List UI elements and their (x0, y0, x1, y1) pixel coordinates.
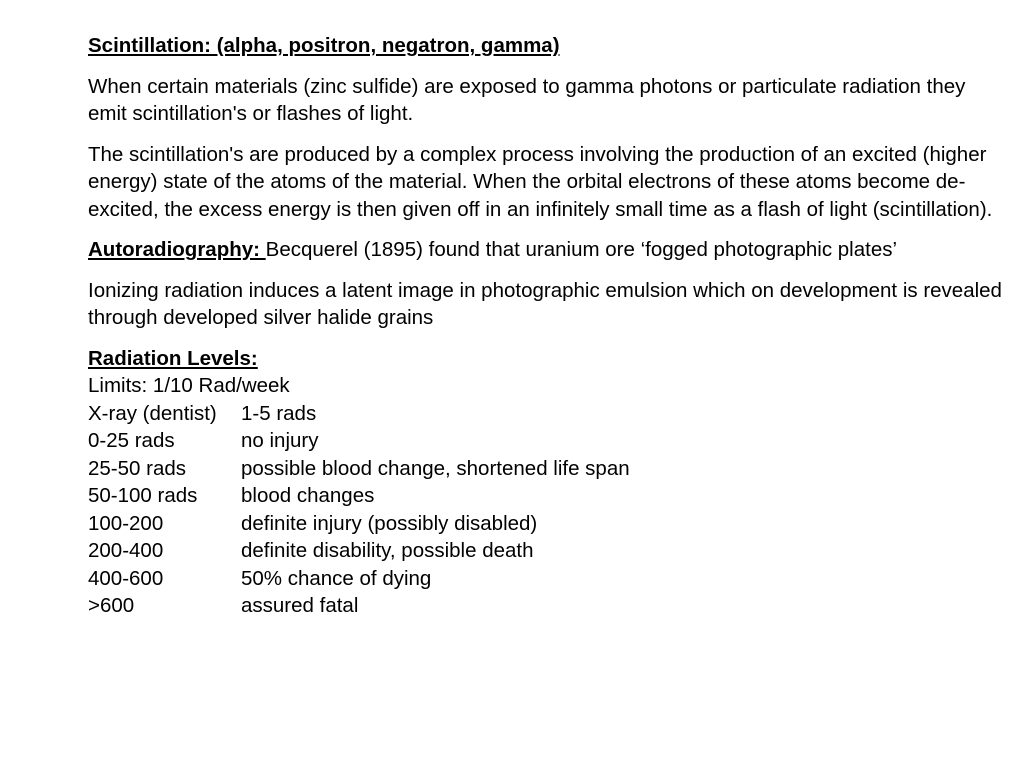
dose-effect: blood changes (241, 484, 375, 507)
dose-value: 25-50 rads (88, 456, 187, 480)
radiation-level-row (88, 427, 1008, 455)
radiation-level-row (88, 565, 1008, 593)
dose-effect: assured fatal (241, 594, 359, 617)
dose-value: 100-200 (88, 511, 164, 535)
dose-value: 0-25 rads (88, 429, 175, 452)
dose-effect: no injury (241, 429, 319, 452)
radiation-level-row (88, 482, 1008, 510)
autoradiography-text: Becquerel (1895) found that uranium ore ‘fogged photographic plates’ (265, 238, 898, 261)
dose-effect: 1-5 rads (241, 401, 317, 425)
radiation-levels-heading: Radiation Levels: (88, 346, 258, 370)
ionizing-radiation-paragraph: Ionizing radiation induces a latent image in photographic emulsion which on development is revealed through developed silver halide grains (88, 278, 1002, 329)
scintillation-section (88, 32, 1008, 60)
radiation-level-row (88, 592, 1008, 620)
radiation-level-row (88, 510, 1008, 538)
radiation-levels-section (88, 345, 1008, 620)
scintillation-paragraph-2: The scintillation's are produced by a complex process involving the production of an excited (higher energy) state of the atoms of the material. When the orbital electrons of these atoms become de-excited, the excess energy is then given off in an infinitely small time as a flash of light (scintillation). (88, 142, 993, 221)
scintillation-paragraph-1: When certain materials (zinc sulfide) are exposed to gamma photons or particulate radiation they emit scintillation's or flashes of light. (88, 74, 966, 125)
dose-value: 400-600 (88, 566, 164, 590)
radiation-level-row (88, 537, 1008, 565)
scintillation-heading: Scintillation: (alpha, positron, negatron, gamma) (88, 34, 560, 57)
dose-effect: definite injury (possibly disabled) (241, 511, 538, 535)
autoradiography-heading: Autoradiography: (88, 238, 266, 261)
radiation-limits: Limits: 1/10 Rad/week (88, 374, 290, 397)
slide-content (88, 32, 1008, 633)
dose-value: 50-100 rads (88, 484, 198, 507)
dose-effect: definite disability, possible death (241, 539, 534, 562)
radiation-level-row (88, 455, 1008, 483)
dose-value: 200-400 (88, 539, 164, 562)
radiation-level-row (88, 400, 1008, 428)
dose-effect: possible blood change, shortened life span (241, 456, 630, 480)
autoradiography-paragraph (88, 236, 1008, 264)
dose-effect: 50% chance of dying (241, 566, 432, 590)
dose-value: >600 (88, 594, 135, 617)
dose-value: X-ray (dentist) (88, 401, 217, 425)
